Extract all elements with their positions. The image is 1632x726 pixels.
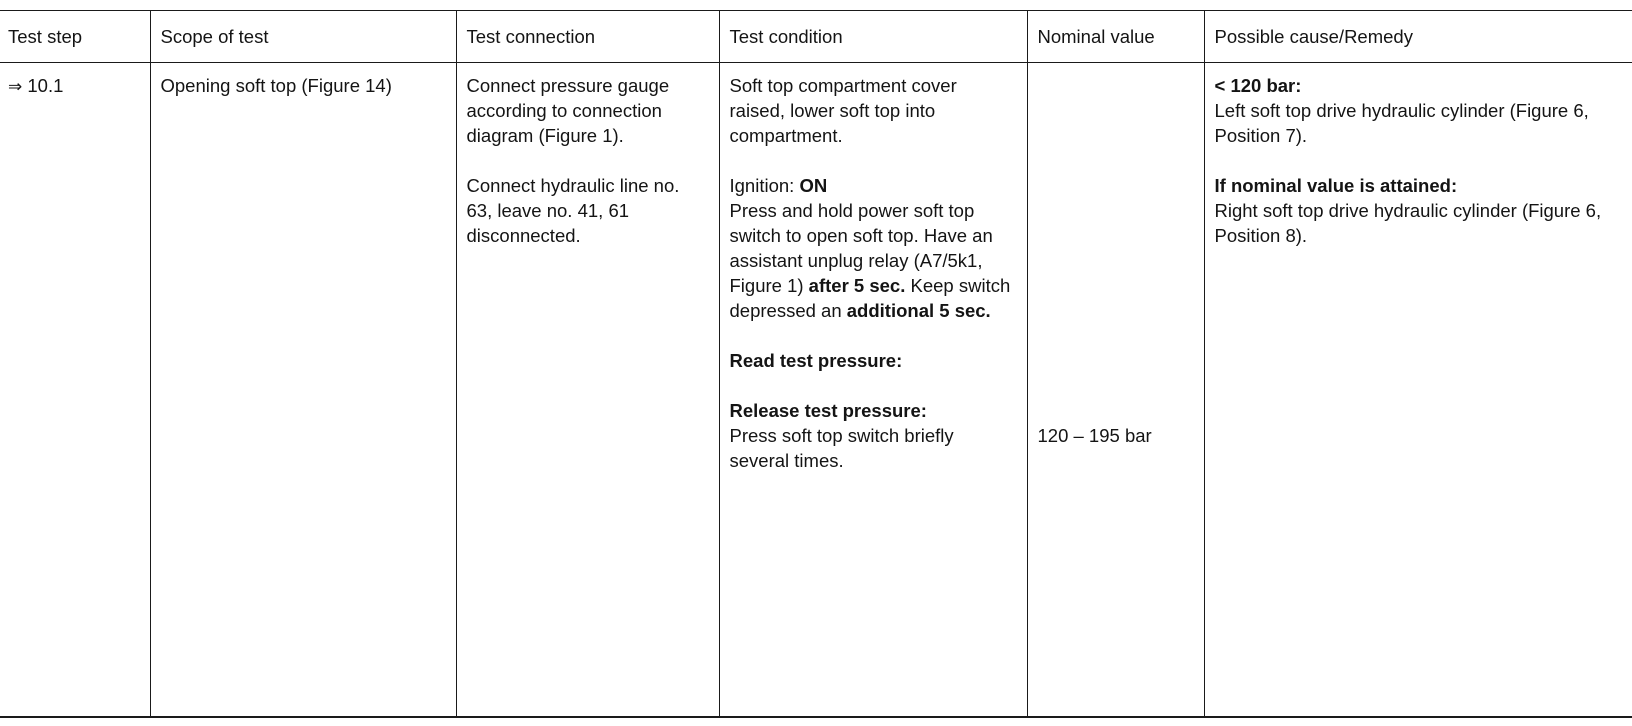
- header-test-condition: Test condition: [719, 11, 1027, 63]
- read-pressure-step: [730, 348, 1015, 373]
- read-pressure-label: Read test pressure:: [729, 350, 903, 371]
- condition-preparation: Soft top compartment cover raised, lower soft top into compartment.: [729, 75, 957, 146]
- cell-possible-cause-remedy: [1204, 63, 1632, 718]
- cause-low-pressure-heading: < 120 bar:: [1214, 75, 1302, 96]
- procedure-hold-text: Keep switch depressed an: [729, 275, 1011, 321]
- cell-scope-of-test: [150, 63, 456, 718]
- procedure-additional-time: additional 5 sec.: [846, 300, 991, 321]
- test-step-number: 10.1: [27, 75, 64, 96]
- header-test-step: Test step: [0, 11, 150, 63]
- cell-nominal-value: [1027, 63, 1204, 718]
- ignition-value: ON: [799, 175, 828, 196]
- procedure-timing: after 5 sec.: [808, 275, 906, 296]
- cell-test-step: [0, 63, 150, 718]
- table-header-row: [0, 11, 1632, 63]
- header-possible-cause-remedy: Possible cause/Remedy: [1204, 11, 1632, 63]
- connection-instruction-1: Connect pressure gauge according to connection diagram (Figure 1).: [466, 75, 670, 146]
- header-nominal-value: Nominal value: [1027, 11, 1204, 63]
- cause-nominal-attained-heading: If nominal value is attained:: [1214, 175, 1458, 196]
- release-pressure-label: Release test pressure:: [729, 400, 927, 421]
- test-procedure-table: [0, 10, 1632, 718]
- cell-test-connection: [456, 63, 719, 718]
- release-pressure-step: [730, 398, 1015, 473]
- condition-procedure: [730, 173, 1015, 323]
- cause-low-pressure: [1215, 73, 1621, 148]
- nominal-value-text: 120 – 195 bar: [1037, 425, 1152, 446]
- scope-text: Opening soft top (Figure 14): [160, 75, 392, 96]
- cause-low-pressure-text: Left soft top drive hydraulic cylinder (Figure 6, Position 7).: [1214, 100, 1589, 146]
- header-scope-of-test: Scope of test: [150, 11, 456, 63]
- procedure-text: Press and hold power soft top switch to open soft top. Have an assistant unplug relay (A7/5k1, Figure 1): [729, 200, 993, 296]
- table-row: [0, 63, 1632, 718]
- ignition-label: Ignition:: [729, 175, 795, 196]
- arrow-right-icon: ⇒: [8, 77, 23, 97]
- header-test-connection: Test connection: [456, 11, 719, 63]
- cause-nominal-attained-text: Right soft top drive hydraulic cylinder (Figure 6, Position 8).: [1214, 200, 1602, 246]
- cause-nominal-attained: [1215, 173, 1621, 248]
- cell-test-condition: [719, 63, 1027, 718]
- connection-instruction-2: Connect hydraulic line no. 63, leave no. 41, 61 disconnected.: [466, 175, 680, 246]
- release-pressure-text: Press soft top switch briefly several times.: [729, 425, 954, 471]
